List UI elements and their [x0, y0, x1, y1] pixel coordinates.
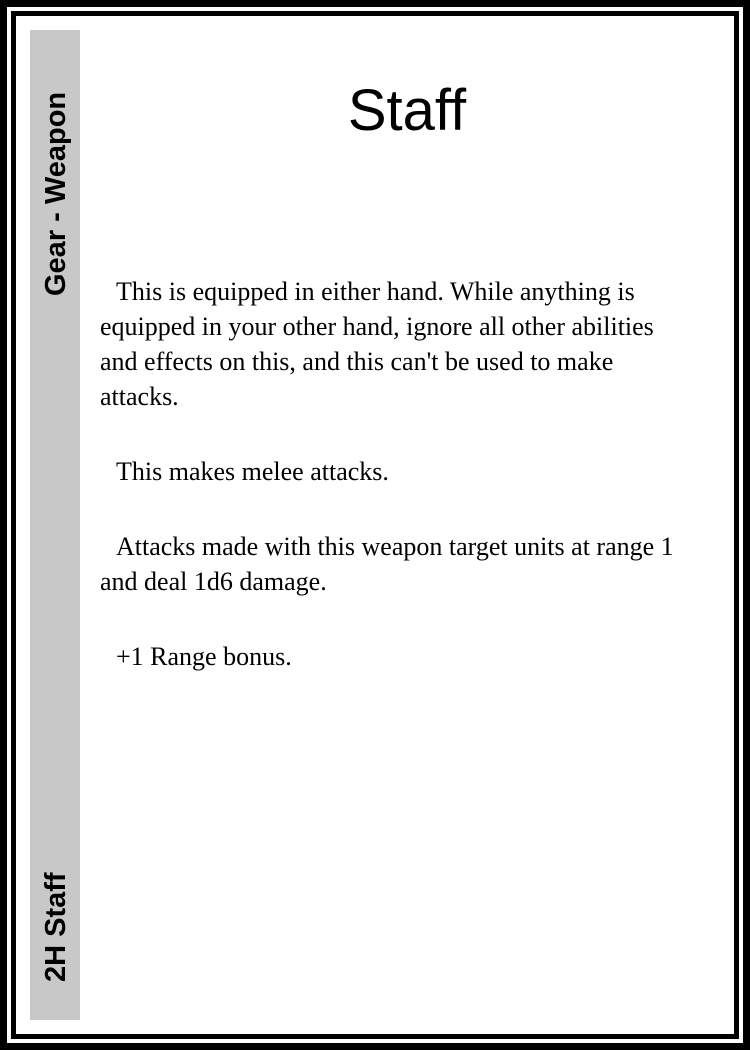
- rule-paragraph: +1 Range bonus.: [116, 642, 292, 671]
- rule-paragraph: This makes melee attacks.: [116, 457, 389, 486]
- card-type-label: Gear - Weapon: [40, 91, 72, 296]
- rule-paragraph: Attacks made with this weapon target units at range 1 and deal 1d6 damage.: [100, 532, 674, 596]
- card-subtype-label: 2H Staff: [40, 872, 72, 982]
- card-title: Staff: [347, 78, 467, 143]
- rule-paragraph: This is equipped in either hand. While anything is equipped in your other hand, ignore all other abilities and effects on this, and this can't be used to make attacks.: [100, 277, 654, 411]
- rules-text: [100, 274, 690, 714]
